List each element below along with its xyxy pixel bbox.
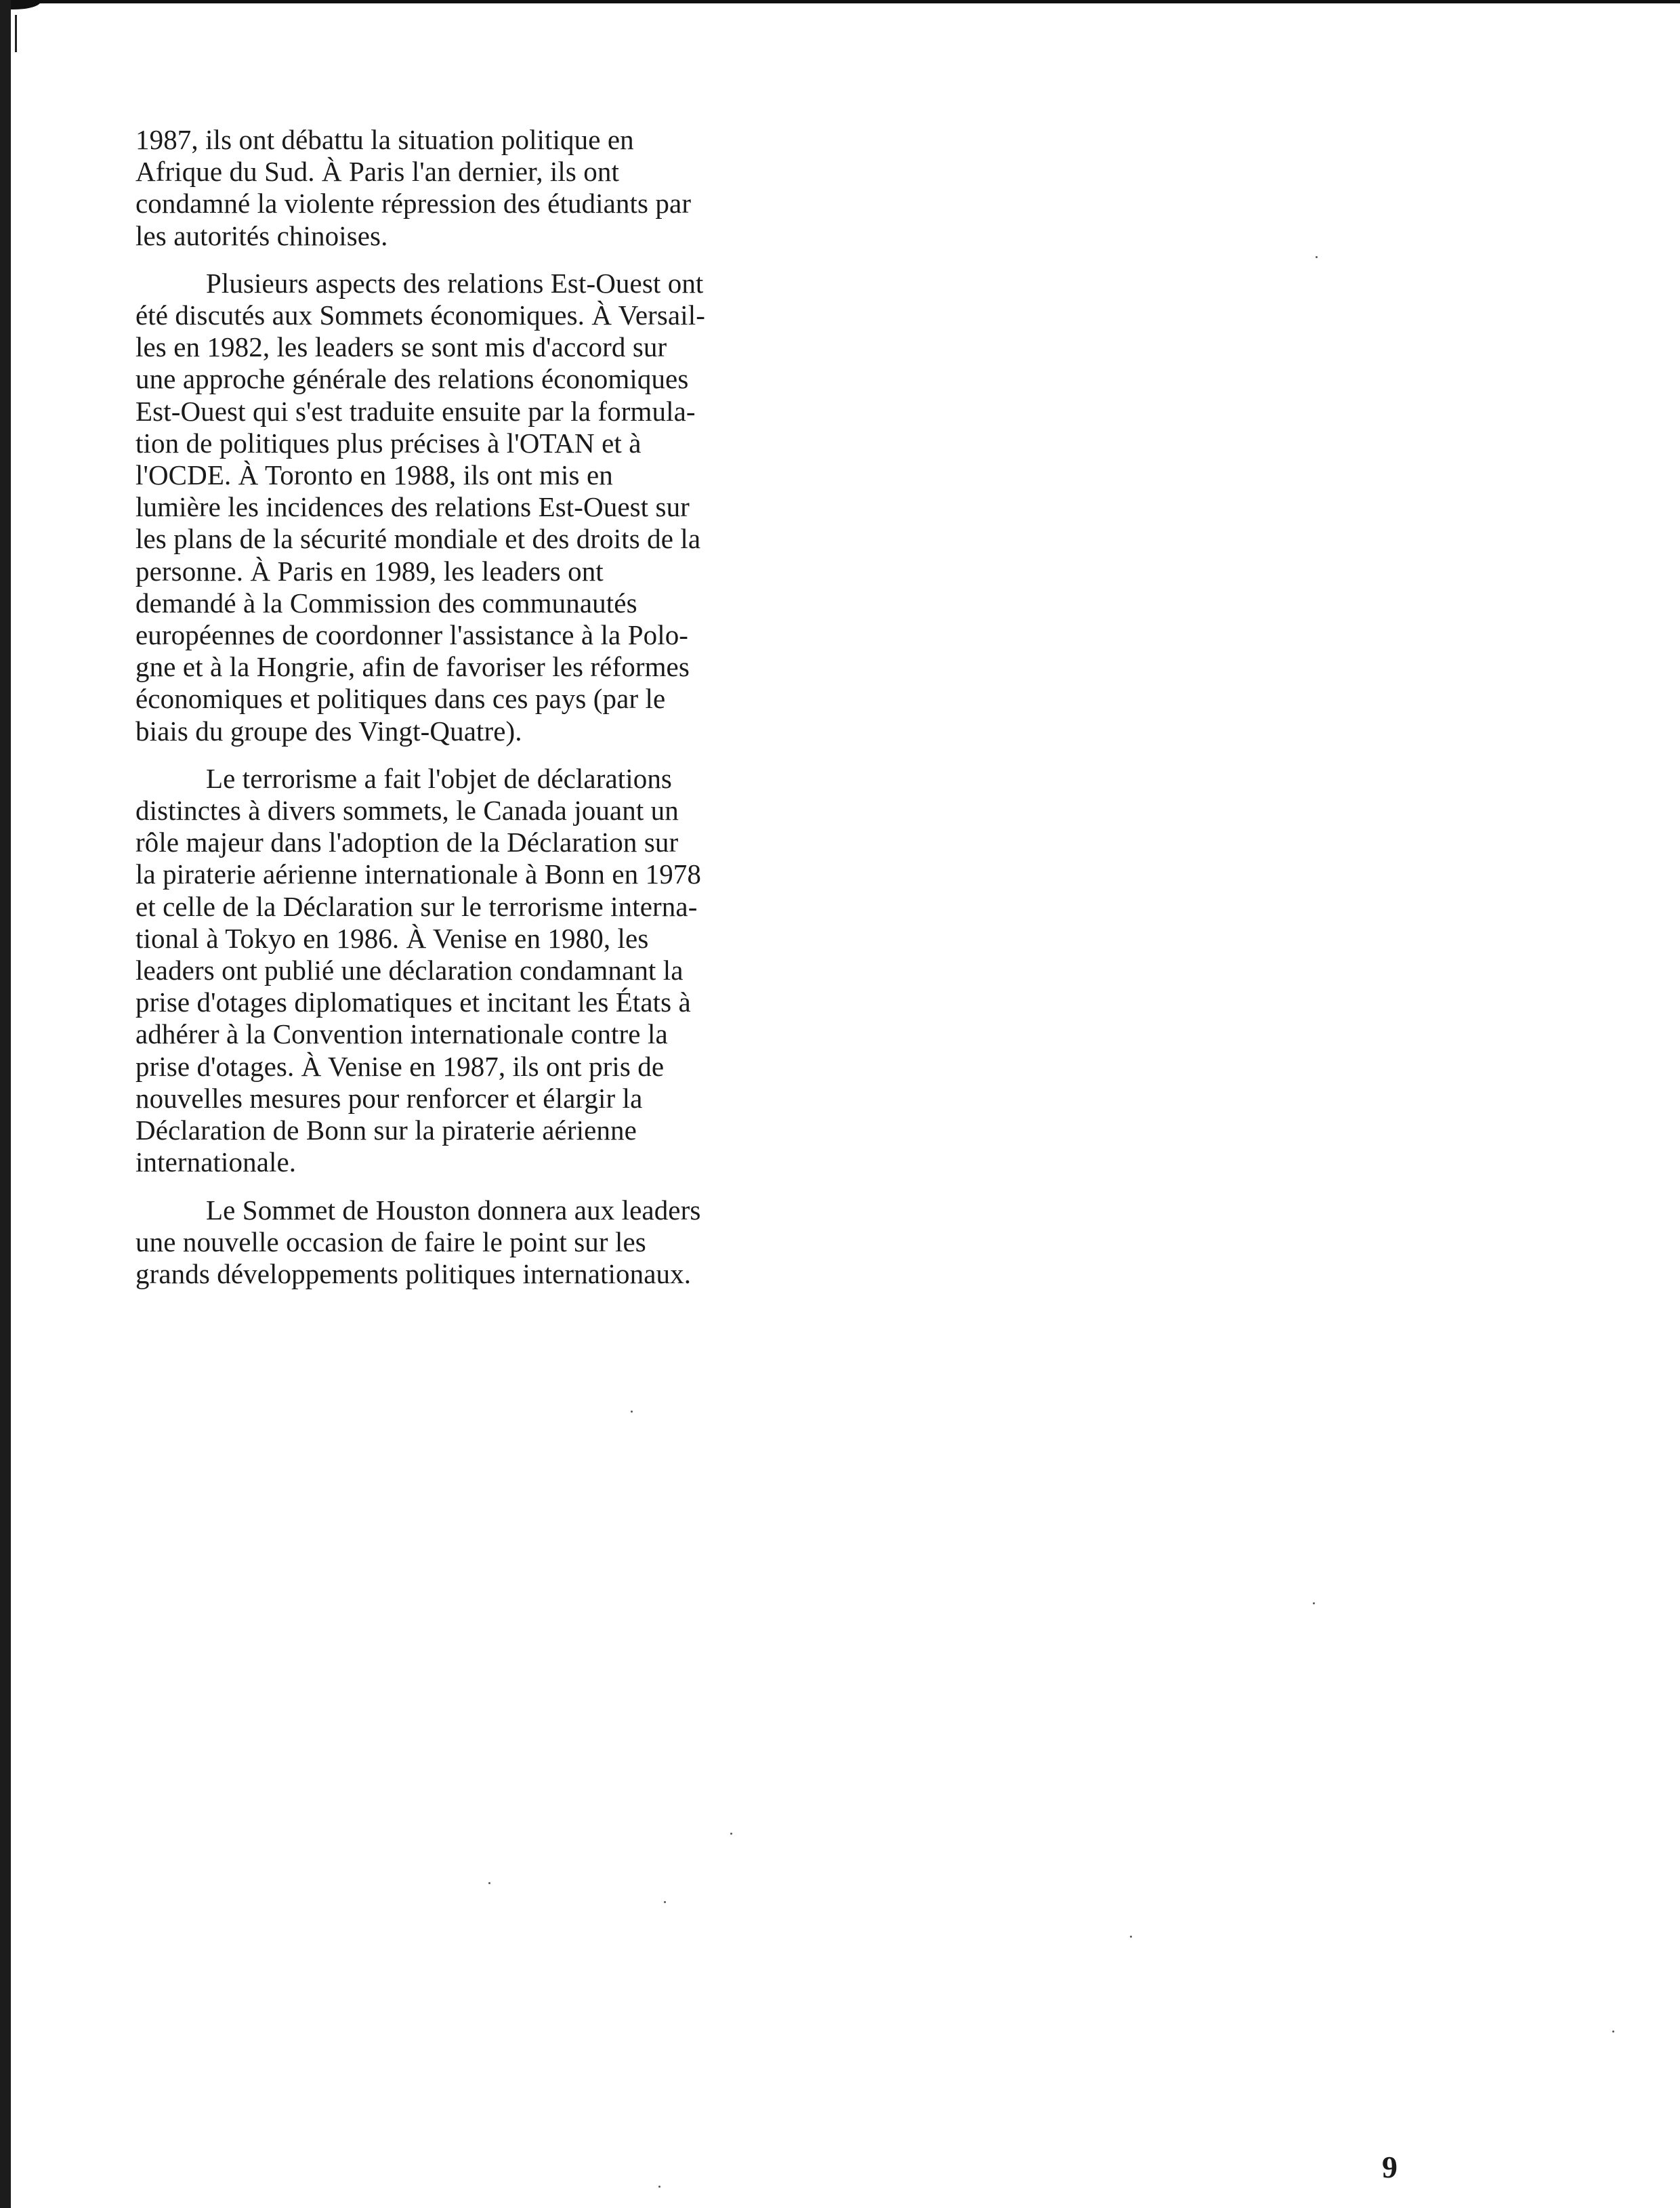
scan-edge-mark bbox=[15, 15, 17, 52]
text-line: leaders ont publié une déclaration condamnant la bbox=[135, 955, 684, 986]
text-line: la piraterie aérienne internationale à Bonn en 1978 bbox=[135, 858, 701, 890]
paragraph-3 bbox=[135, 763, 745, 1179]
text-line: Afrique du Sud. À Paris l'an dernier, ils ont bbox=[135, 156, 619, 188]
text-line: Le Sommet de Houston donnera aux leaders bbox=[206, 1194, 701, 1226]
scan-speck bbox=[1130, 1936, 1132, 1938]
text-line: grands développements politiques internationaux. bbox=[135, 1257, 692, 1289]
scan-speck bbox=[730, 1833, 732, 1835]
scan-speck bbox=[1612, 2030, 1614, 2033]
scan-speck bbox=[658, 2186, 660, 2188]
text-line: nouvelles mesures pour renforcer et élargir la bbox=[135, 1082, 643, 1114]
paragraph-2 bbox=[135, 268, 745, 747]
text-line: condamné la violente répression des étudiants par bbox=[135, 188, 692, 220]
text-line: une nouvelle occasion de faire le point sur les bbox=[135, 1226, 646, 1257]
text-line: l'OCDE. À Toronto en 1988, ils ont mis en bbox=[135, 459, 613, 491]
text-line: Plusieurs aspects des relations Est-Ouest ont bbox=[206, 267, 704, 299]
text-line: personne. À Paris en 1989, les leaders ont bbox=[135, 555, 604, 587]
paragraph-1 bbox=[135, 124, 745, 252]
scan-speck bbox=[631, 1411, 633, 1413]
text-line: été discutés aux Sommets économiques. À Versail- bbox=[135, 299, 705, 331]
text-line: prise d'otages. À Venise en 1987, ils ont pris de bbox=[135, 1050, 665, 1082]
text-line: européennes de coordonner l'assistance à la Polo- bbox=[135, 619, 689, 651]
text-line: les en 1982, les leaders se sont mis d'accord sur bbox=[135, 331, 667, 363]
body-text bbox=[135, 124, 745, 1306]
text-line: demandé à la Commission des communautés bbox=[135, 587, 637, 619]
text-line: Le terrorisme a fait l'objet de déclarations bbox=[206, 762, 672, 794]
text-line: 1987, ils ont débattu la situation politique en bbox=[135, 124, 634, 155]
scan-top-rule bbox=[0, 0, 1680, 3]
text-line: gne et à la Hongrie, afin de favoriser les réformes bbox=[135, 651, 690, 683]
text-line: une approche générale des relations économiques bbox=[135, 363, 689, 395]
text-line: tional à Tokyo en 1986. À Venise en 1980, les bbox=[135, 922, 649, 954]
text-line: Est-Ouest qui s'est traduite ensuite par la formula- bbox=[135, 395, 696, 427]
scan-speck bbox=[488, 1882, 490, 1884]
text-line: rôle majeur dans l'adoption de la Déclaration sur bbox=[135, 827, 679, 858]
text-line: les plans de la sécurité mondiale et des droits de la bbox=[135, 523, 701, 555]
text-line: biais du groupe des Vingt-Quatre). bbox=[135, 715, 522, 747]
paragraph-4 bbox=[135, 1194, 745, 1291]
page-number: 9 bbox=[1382, 2150, 1398, 2184]
scan-speck bbox=[1316, 256, 1318, 258]
text-line: distinctes à divers sommets, le Canada jouant un bbox=[135, 795, 679, 827]
text-line: Déclaration de Bonn sur la piraterie aérienne bbox=[135, 1115, 637, 1146]
text-line: internationale. bbox=[135, 1146, 297, 1178]
text-line: économiques et politiques dans ces pays (par le bbox=[135, 683, 666, 715]
text-line: prise d'otages diplomatiques et incitant les États à bbox=[135, 986, 691, 1018]
text-line: tion de politiques plus précises à l'OTAN et à bbox=[135, 427, 642, 459]
text-line: les autorités chinoises. bbox=[135, 220, 388, 251]
scan-speck bbox=[664, 1901, 666, 1903]
scan-left-edge bbox=[0, 0, 11, 2208]
scan-speck bbox=[1313, 1602, 1315, 1604]
text-line: lumière les incidences des relations Est-Ouest sur bbox=[135, 491, 690, 523]
text-line: adhérer à la Convention internationale contre la bbox=[135, 1018, 668, 1050]
text-line: et celle de la Déclaration sur le terrorisme interna- bbox=[135, 890, 698, 922]
